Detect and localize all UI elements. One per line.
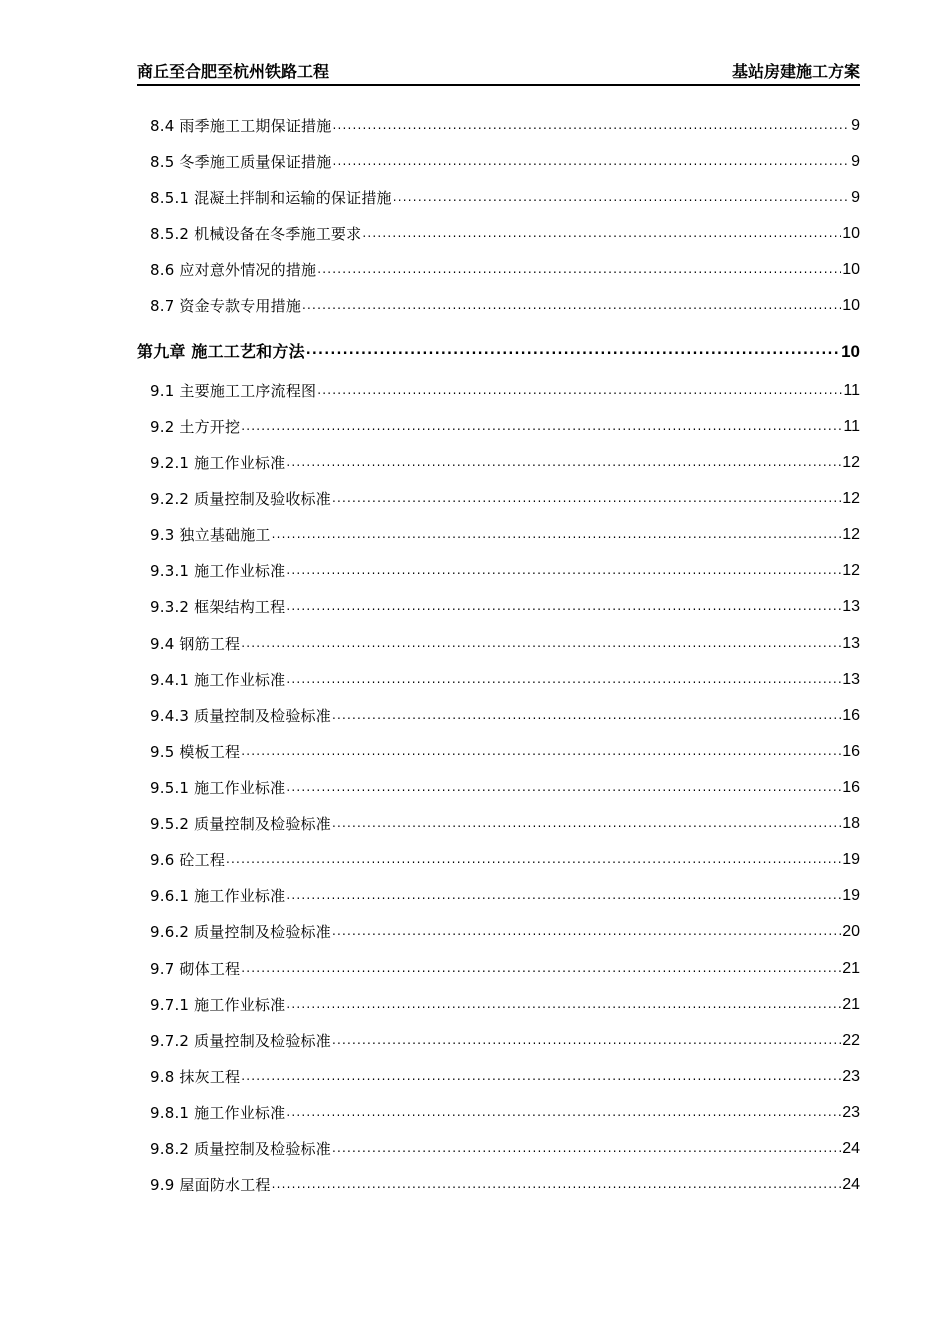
toc-entry-title: 8.5.2 机械设备在冬季施工要求 xyxy=(150,225,362,243)
toc-page-number: 11 xyxy=(843,418,860,435)
toc-page-number: 12 xyxy=(842,490,860,507)
toc-entry[interactable] xyxy=(137,222,860,244)
toc-entry[interactable] xyxy=(137,920,860,942)
toc-entry[interactable] xyxy=(137,704,860,726)
toc-dot-leader xyxy=(362,225,841,241)
toc-dot-leader xyxy=(286,779,841,795)
toc-entry[interactable] xyxy=(137,1065,860,1087)
toc-entry[interactable] xyxy=(137,150,860,172)
toc-entry-title: 9.4 钢筋工程 xyxy=(150,635,241,653)
toc-page-number: 24 xyxy=(842,1176,860,1193)
toc-page-number: 16 xyxy=(842,743,860,760)
toc-page-number: 9 xyxy=(851,153,860,170)
toc-page-number: 20 xyxy=(842,923,860,940)
toc-page-number: 11 xyxy=(843,382,860,399)
toc-dot-leader xyxy=(332,117,850,133)
toc-entry[interactable] xyxy=(137,1173,860,1195)
toc-entry[interactable] xyxy=(137,848,860,870)
toc-entry-title: 9.5.2 质量控制及检验标准 xyxy=(150,815,331,833)
toc-page-number: 10 xyxy=(842,261,860,278)
toc-entry[interactable] xyxy=(137,1101,860,1123)
toc-entry-title: 8.4 雨季施工工期保证措施 xyxy=(150,117,332,135)
toc-entry-title: 9.2.2 质量控制及验收标准 xyxy=(150,490,331,508)
toc-entry-title: 9.3 独立基础施工 xyxy=(150,526,271,544)
toc-entry-title: 9.7.2 质量控制及检验标准 xyxy=(150,1032,331,1050)
toc-dot-leader xyxy=(286,454,841,470)
toc-entry-title: 9.3.2 框架结构工程 xyxy=(150,598,286,616)
toc-entry-title: 8.5.1 混凝土拌制和运输的保证措施 xyxy=(150,189,392,207)
toc-page-number: 19 xyxy=(842,851,860,868)
toc-dot-leader xyxy=(332,1032,841,1048)
toc-entry-title: 9.8.2 质量控制及检验标准 xyxy=(150,1140,331,1158)
toc-entry-title: 9.3.1 施工作业标准 xyxy=(150,562,286,580)
toc-chapter-entry[interactable] xyxy=(137,340,860,362)
toc-dot-leader xyxy=(241,743,841,759)
toc-dot-leader xyxy=(317,382,842,398)
toc-entry-title: 9.6.1 施工作业标准 xyxy=(150,887,286,905)
toc-page-number: 12 xyxy=(842,454,860,471)
toc-entry[interactable] xyxy=(137,487,860,509)
toc-page-number: 19 xyxy=(842,887,860,904)
header-document-title: 基站房建施工方案 xyxy=(731,62,860,81)
toc-page-number: 12 xyxy=(842,526,860,543)
toc-entry-title: 9.6 砼工程 xyxy=(150,851,226,869)
toc-dot-leader xyxy=(226,851,841,867)
toc-entry[interactable] xyxy=(137,186,860,208)
toc-dot-leader xyxy=(332,490,841,506)
toc-page-number: 10 xyxy=(841,342,860,361)
toc-entry[interactable] xyxy=(137,114,860,136)
toc-entry[interactable] xyxy=(137,884,860,906)
toc-dot-leader xyxy=(286,1104,841,1120)
toc-page-number: 21 xyxy=(842,996,860,1013)
toc-dot-leader xyxy=(286,562,841,578)
toc-dot-leader xyxy=(241,418,842,434)
toc-entry[interactable] xyxy=(137,812,860,834)
toc-entry-title: 9.7 砌体工程 xyxy=(150,960,241,978)
toc-entry-title: 9.7.1 施工作业标准 xyxy=(150,996,286,1014)
toc-entry[interactable] xyxy=(137,776,860,798)
toc-page-number: 10 xyxy=(842,297,860,314)
toc-page-number: 18 xyxy=(842,815,860,832)
toc-page-number: 21 xyxy=(842,960,860,977)
toc-page-number: 9 xyxy=(851,189,860,206)
toc-entry-title: 9.5.1 施工作业标准 xyxy=(150,779,286,797)
toc-entry[interactable] xyxy=(137,294,860,316)
toc-dot-leader xyxy=(272,1176,842,1192)
toc-entry-title: 9.4.1 施工作业标准 xyxy=(150,671,286,689)
toc-dot-leader xyxy=(332,815,841,831)
toc-page-number: 23 xyxy=(842,1104,860,1121)
toc-entry[interactable] xyxy=(137,258,860,280)
toc-entry-title: 9.2.1 施工作业标准 xyxy=(150,454,286,472)
toc-page-number: 12 xyxy=(842,562,860,579)
toc-entry-title: 9.8 抹灰工程 xyxy=(150,1068,241,1086)
toc-entry-title: 9.9 屋面防水工程 xyxy=(150,1176,271,1194)
page-header xyxy=(137,62,860,86)
toc-page-number: 13 xyxy=(842,671,860,688)
toc-entry-title: 9.8.1 施工作业标准 xyxy=(150,1104,286,1122)
toc-dot-leader xyxy=(286,996,841,1012)
toc-entry[interactable] xyxy=(137,740,860,762)
toc-dot-leader xyxy=(241,960,841,976)
toc-entry-title: 8.6 应对意外情况的措施 xyxy=(150,261,317,279)
toc-dot-leader xyxy=(393,189,850,205)
toc-entry[interactable] xyxy=(137,993,860,1015)
toc-entry-title: 9.1 主要施工工序流程图 xyxy=(150,382,317,400)
toc-entry[interactable] xyxy=(137,379,860,401)
toc-dot-leader xyxy=(241,1068,841,1084)
toc-dot-leader xyxy=(286,671,841,687)
toc-dot-leader xyxy=(332,707,841,723)
toc-dot-leader xyxy=(302,297,841,313)
toc-dot-leader xyxy=(332,153,850,169)
toc-dot-leader xyxy=(286,598,841,614)
toc-entry[interactable] xyxy=(137,559,860,581)
toc-dot-leader xyxy=(286,887,841,903)
toc-entry[interactable] xyxy=(137,523,860,545)
toc-page-number: 13 xyxy=(842,635,860,652)
toc-entry-title: 第九章 施工工艺和方法 xyxy=(137,342,305,361)
toc-entry[interactable] xyxy=(137,595,860,617)
toc-entry-title: 8.5 冬季施工质量保证措施 xyxy=(150,153,332,171)
toc-entry-title: 8.7 资金专款专用措施 xyxy=(150,297,302,315)
toc-entry[interactable] xyxy=(137,1137,860,1159)
toc-entry[interactable] xyxy=(137,957,860,979)
toc-page-number: 22 xyxy=(842,1032,860,1049)
toc-dot-leader xyxy=(272,526,842,542)
toc-dot-leader xyxy=(306,343,840,359)
toc-entry-title: 9.5 模板工程 xyxy=(150,743,241,761)
toc-page-number: 9 xyxy=(851,117,860,134)
toc-dot-leader xyxy=(332,1140,841,1156)
toc-entry[interactable] xyxy=(137,415,860,437)
header-project-title: 商丘至合肥至杭州铁路工程 xyxy=(137,62,330,81)
toc-entry-title: 9.4.3 质量控制及检验标准 xyxy=(150,707,331,725)
toc-dot-leader xyxy=(241,635,841,651)
toc-dot-leader xyxy=(317,261,841,277)
toc-entry[interactable] xyxy=(137,1029,860,1051)
toc-page-number: 24 xyxy=(842,1140,860,1157)
toc-entry[interactable] xyxy=(137,451,860,473)
toc-entry-title: 9.6.2 质量控制及检验标准 xyxy=(150,923,331,941)
toc-dot-leader xyxy=(332,923,841,939)
toc-page-number: 16 xyxy=(842,707,860,724)
toc-page-number: 10 xyxy=(842,225,860,242)
toc-entry[interactable] xyxy=(137,632,860,654)
toc-entry[interactable] xyxy=(137,668,860,690)
toc-page-number: 23 xyxy=(842,1068,860,1085)
toc-entry-title: 9.2 土方开挖 xyxy=(150,418,241,436)
toc-page-number: 16 xyxy=(842,779,860,796)
toc-page-number: 13 xyxy=(842,598,860,615)
